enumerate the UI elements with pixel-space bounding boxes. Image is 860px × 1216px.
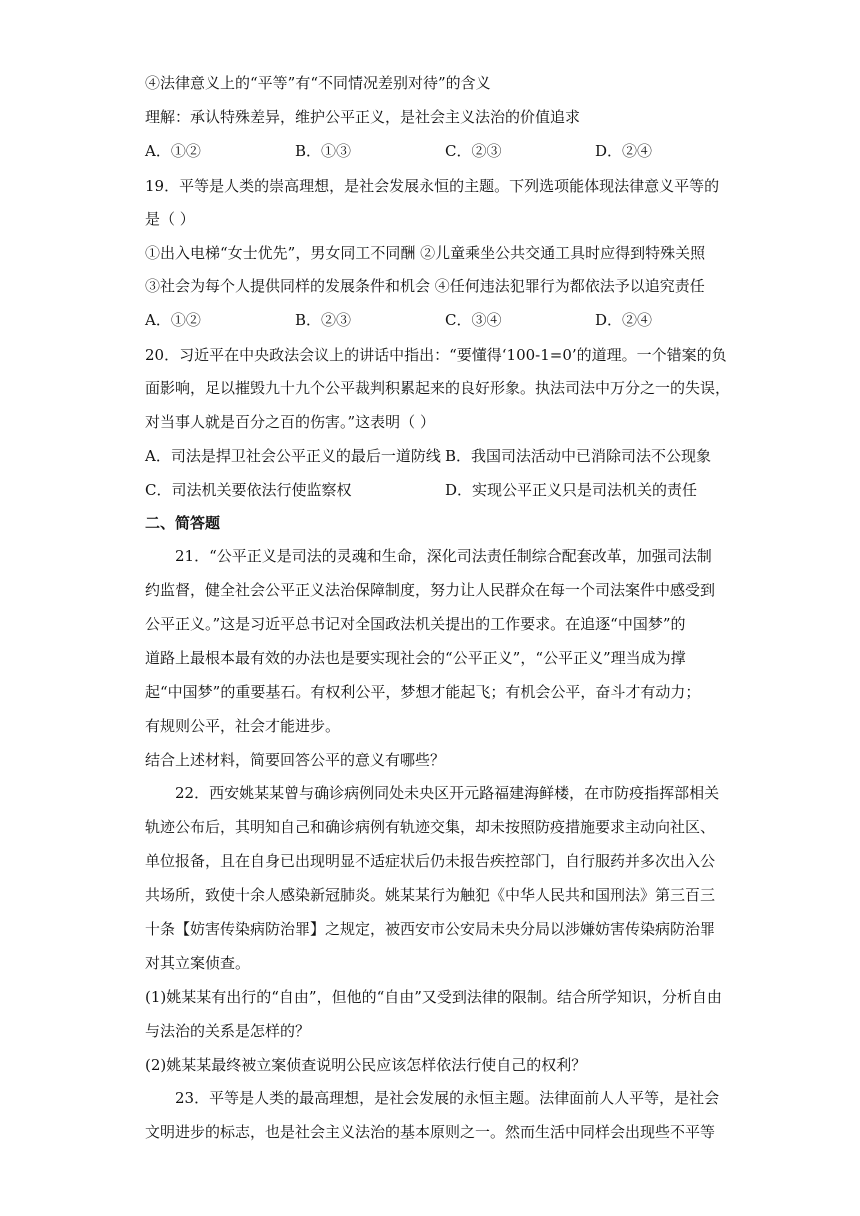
q21-line: 有规则公平，社会才能进步。: [145, 717, 341, 735]
q20-option-c: C．司法机关要依法行使监察权: [145, 481, 352, 499]
q18-option-d: D．②④: [595, 142, 653, 160]
q20-option-a: A．司法是捍卫社会公平正义的最后一道防线: [145, 447, 441, 465]
q20-stem-line-1: 20．习近平在中央政法会议上的讲话中指出：“要懂得‘100-1=0’的道理。一个错案的负: [145, 346, 727, 364]
q20-stem-line-3: 对当事人就是百分之百的伤害。”这表明（ ）: [145, 413, 435, 431]
q22-sub1-line-1: (1)姚某某有出行的“自由”，但他的“自由”又受到法律的限制。结合所学知识，分析自由: [145, 988, 722, 1006]
q19-stem-line-2: 是（ ）: [145, 210, 195, 228]
q21-line: 道路上最根本最有效的办法也是要实现社会的“公平正义”，“公平正义”理当成为撑: [145, 649, 686, 667]
q19-option-d: D．②④: [595, 311, 653, 329]
q18-option-b: B．①③: [295, 142, 352, 160]
q22-line: 22．西安姚某某曾与确诊病例同处未央区开元路福建海鲜楼，在市防疫指挥部相关: [175, 784, 720, 802]
q19-option-a: A．①②: [145, 311, 201, 329]
q19-items-line-1: ①出入电梯“女士优先”，男女同工不同酬 ②儿童乘坐公共交通工具时应得到特殊关照: [145, 244, 706, 262]
q22-line: 对其立案侦查。: [145, 954, 251, 972]
q19-stem-line-1: 19．平等是人类的崇高理想，是社会发展永恒的主题。下列选项能体现法律意义平等的: [145, 177, 720, 195]
q23-line: 文明进步的标志，也是社会主义法治的基本原则之一。然而生活中同样会出现些不平等: [145, 1123, 716, 1141]
q18-understanding: 理解：承认特殊差异，维护公平正义，是社会主义法治的价值追求: [145, 108, 581, 126]
q22-sub2: (2)姚某某最终被立案侦查说明公民应该怎样依法行使自己的权利？: [145, 1056, 587, 1074]
q22-line: 共场所，致使十余人感染新冠肺炎。姚某某行为触犯《中华人民共和国刑法》第三百三: [145, 886, 716, 904]
q19-items-line-2: ③社会为每个人提供同样的发展条件和机会 ④任何违法犯罪行为都依法予以追究责任: [145, 277, 705, 295]
q19-option-c: C．③④: [445, 311, 502, 329]
q21-line: 公平正义。”这是习近平总书记对全国政法机关提出的工作要求。在追逐“中国梦”的: [145, 615, 686, 633]
q21-line: 21．“公平正义是司法的灵魂和生命，深化司法责任制综合配套改革，加强司法制: [175, 547, 712, 565]
q22-line: 单位报备，且在自身已出现明显不适症状后仍未报告疾控部门，自行服药并多次出入公: [145, 852, 716, 870]
q22-line: 十条【妨害传染病防治罪】之规定，被西安市公安局未央分局以涉嫌妨害传染病防治罪: [145, 920, 716, 938]
q20-option-b: B．我国司法活动中已消除司法不公现象: [445, 447, 712, 465]
q22-sub1-line-2: 与法治的关系是怎样的？: [145, 1022, 311, 1040]
q21-question: 结合上述材料，简要回答公平的意义有哪些？: [145, 751, 446, 769]
q19-option-b: B．②③: [295, 311, 352, 329]
q18-option-a: A．①②: [145, 142, 201, 160]
q21-line: 约监督，健全社会公平正义法治保障制度，努力让人民群众在每一个司法案件中感受到: [145, 581, 716, 599]
q21-line: 起“中国梦”的重要基石。有权利公平，梦想才能起飞；有机会公平，奋斗才有动力；: [145, 683, 701, 701]
q18-item-4: ④法律意义上的“平等”有“不同情况差别对待”的含义: [145, 74, 491, 92]
section-title: 二、简答题: [145, 514, 221, 532]
q20-option-d: D．实现公平正义只是司法机关的责任: [445, 481, 698, 499]
q23-line: 23．平等是人类的最高理想，是社会发展的永恒主题。法律面前人人平等，是社会: [175, 1089, 720, 1107]
q18-option-c: C．②③: [445, 142, 502, 160]
q20-stem-line-2: 面影响，足以摧毁九十九个公平裁判积累起来的良好形象。执法司法中万分之一的失误，: [145, 379, 731, 397]
q22-line: 轨迹公布后，其明知自己和确诊病例有轨迹交集，却未按照防疫措施要求主动向社区、: [145, 818, 716, 836]
